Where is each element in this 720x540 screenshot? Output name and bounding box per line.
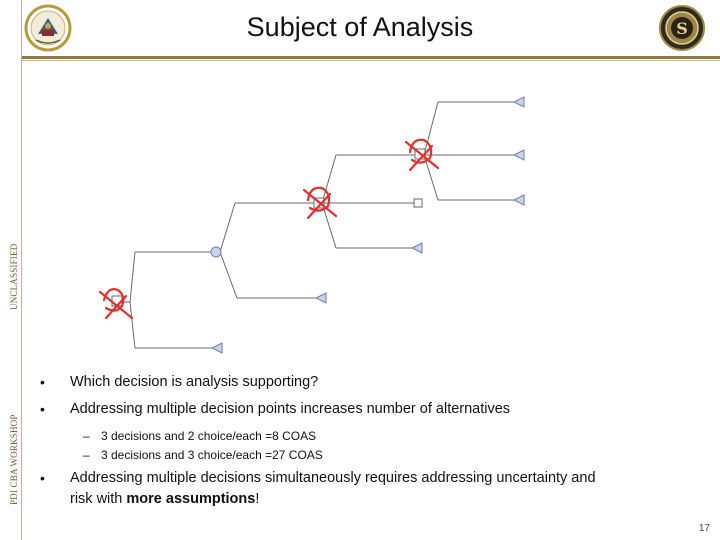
page-number: 17 xyxy=(698,523,710,534)
terminal-node xyxy=(414,199,422,207)
terminal-triangle xyxy=(514,150,524,160)
bullet-text-line1: Addressing multiple decisions simultaneously requires addressing uncertainty and xyxy=(70,470,596,486)
workshop-label: PDI CBA WORKSHOP xyxy=(9,414,19,505)
line2-pre-text: risk with xyxy=(70,491,127,507)
terminal-triangle xyxy=(316,293,326,303)
bullet-dot: • xyxy=(40,374,45,390)
terminal-triangle xyxy=(514,195,524,205)
sub-bullet-text: 3 decisions and 2 choice/each =8 COAS xyxy=(101,429,317,443)
emphasis-text: more assumptions xyxy=(126,491,256,507)
chance-node xyxy=(211,247,221,257)
bullet-text: Addressing multiple decision points increases number of alternatives xyxy=(70,401,511,417)
bullet-text: Which decision is analysis supporting? xyxy=(70,374,319,390)
bullet-text-line2 xyxy=(70,491,259,507)
terminal-triangle xyxy=(514,97,524,107)
classification-label: UNCLASSIFIED xyxy=(9,243,19,310)
terminal-triangle xyxy=(212,343,222,353)
slide-title: Subject of Analysis xyxy=(246,12,474,42)
line2-post-text: ! xyxy=(255,491,260,507)
bullet-dot: • xyxy=(40,401,45,417)
sub-bullet-text: 3 decisions and 3 choice/each =27 COAS xyxy=(101,448,323,462)
bullet-dot: • xyxy=(40,470,45,486)
sub-bullet-dash: – xyxy=(83,429,90,443)
sub-bullet-dash: – xyxy=(83,448,90,462)
terminal-triangle xyxy=(412,243,422,253)
svg-text:S: S xyxy=(676,19,688,38)
